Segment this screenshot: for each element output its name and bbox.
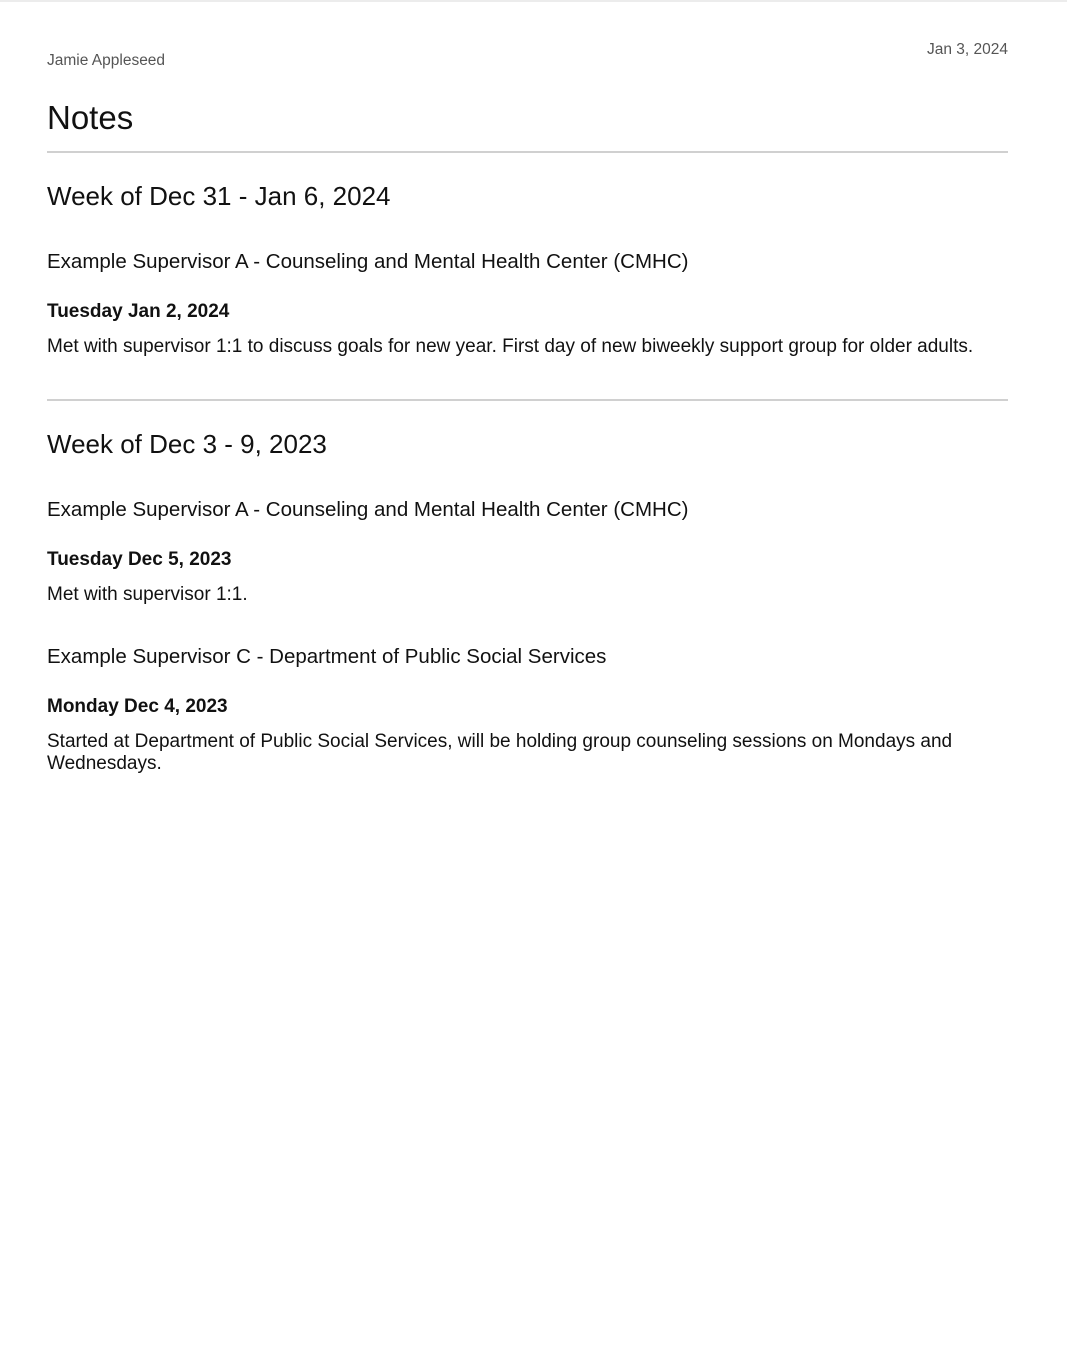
author-name: Jamie Appleseed	[47, 52, 166, 69]
supervisor-heading: Example Supervisor C - Department of Public Social Services	[47, 645, 607, 668]
supervisor-heading: Example Supervisor A - Counseling and Mental Health Center (CMHC)	[47, 497, 689, 521]
week-section	[47, 401, 1008, 775]
page-title: Notes	[47, 99, 134, 136]
supervisor-group	[47, 248, 1008, 358]
page-header	[47, 0, 1008, 96]
supervisor-group	[47, 643, 1008, 774]
entry-date: Tuesday Dec 5, 2023	[47, 548, 232, 570]
entry-date: Monday Dec 4, 2023	[47, 696, 228, 717]
notes-page	[47, 0, 1008, 774]
entry-date: Tuesday Jan 2, 2024	[47, 301, 230, 322]
print-date: Jan 3, 2024	[926, 41, 1008, 58]
week-title: Week of Dec 3 - 9, 2023	[47, 428, 327, 459]
week-title: Week of Dec 31 - Jan 6, 2024	[47, 181, 391, 211]
entry-note: Met with supervisor 1:1.	[47, 583, 248, 605]
supervisor-heading: Example Supervisor A - Counseling and Mental Health Center (CMHC)	[47, 250, 689, 273]
supervisor-group	[47, 496, 1008, 606]
entry-note: Met with supervisor 1:1 to discuss goals for new year. First day of new biweekly support group for older adults.	[47, 336, 974, 357]
entry-note: Started at Department of Public Social Services, will be holding group counseling sessions on Mondays and Wednesdays.	[47, 731, 953, 774]
week-section	[47, 153, 1008, 358]
